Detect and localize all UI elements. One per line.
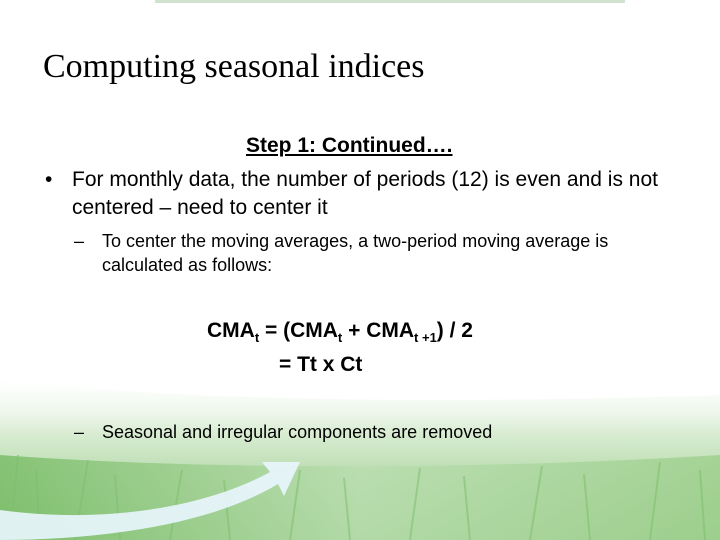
formula-part: CMA (207, 319, 255, 342)
sub-bullet-text: To center the moving averages, a two-period moving average is calculated as follows: (102, 231, 609, 275)
bullet-marker: • (45, 168, 53, 191)
formula-line-1 (207, 319, 473, 345)
step-heading: Step 1: Continued…. (246, 134, 453, 157)
formula (207, 318, 473, 378)
sub-bullet-text: Seasonal and irregular components are removed (102, 422, 493, 442)
sub-bullet-marker: – (74, 422, 85, 442)
formula-part: = (CMA (259, 319, 338, 342)
formula-part: ) / 2 (436, 319, 473, 342)
formula-subscript: t (337, 330, 343, 345)
sub-bullet-marker: – (74, 231, 85, 251)
formula-subscript: t (254, 330, 260, 345)
formula-line-2: = Tt x Ct (279, 353, 363, 376)
formula-subscript: t +1 (414, 330, 437, 345)
slide-title: Computing seasonal indices (43, 48, 425, 85)
formula-part: + CMA (342, 319, 415, 342)
bullet-text: For monthly data, the number of periods (12) is even and is not centered – need to center it (72, 168, 658, 219)
